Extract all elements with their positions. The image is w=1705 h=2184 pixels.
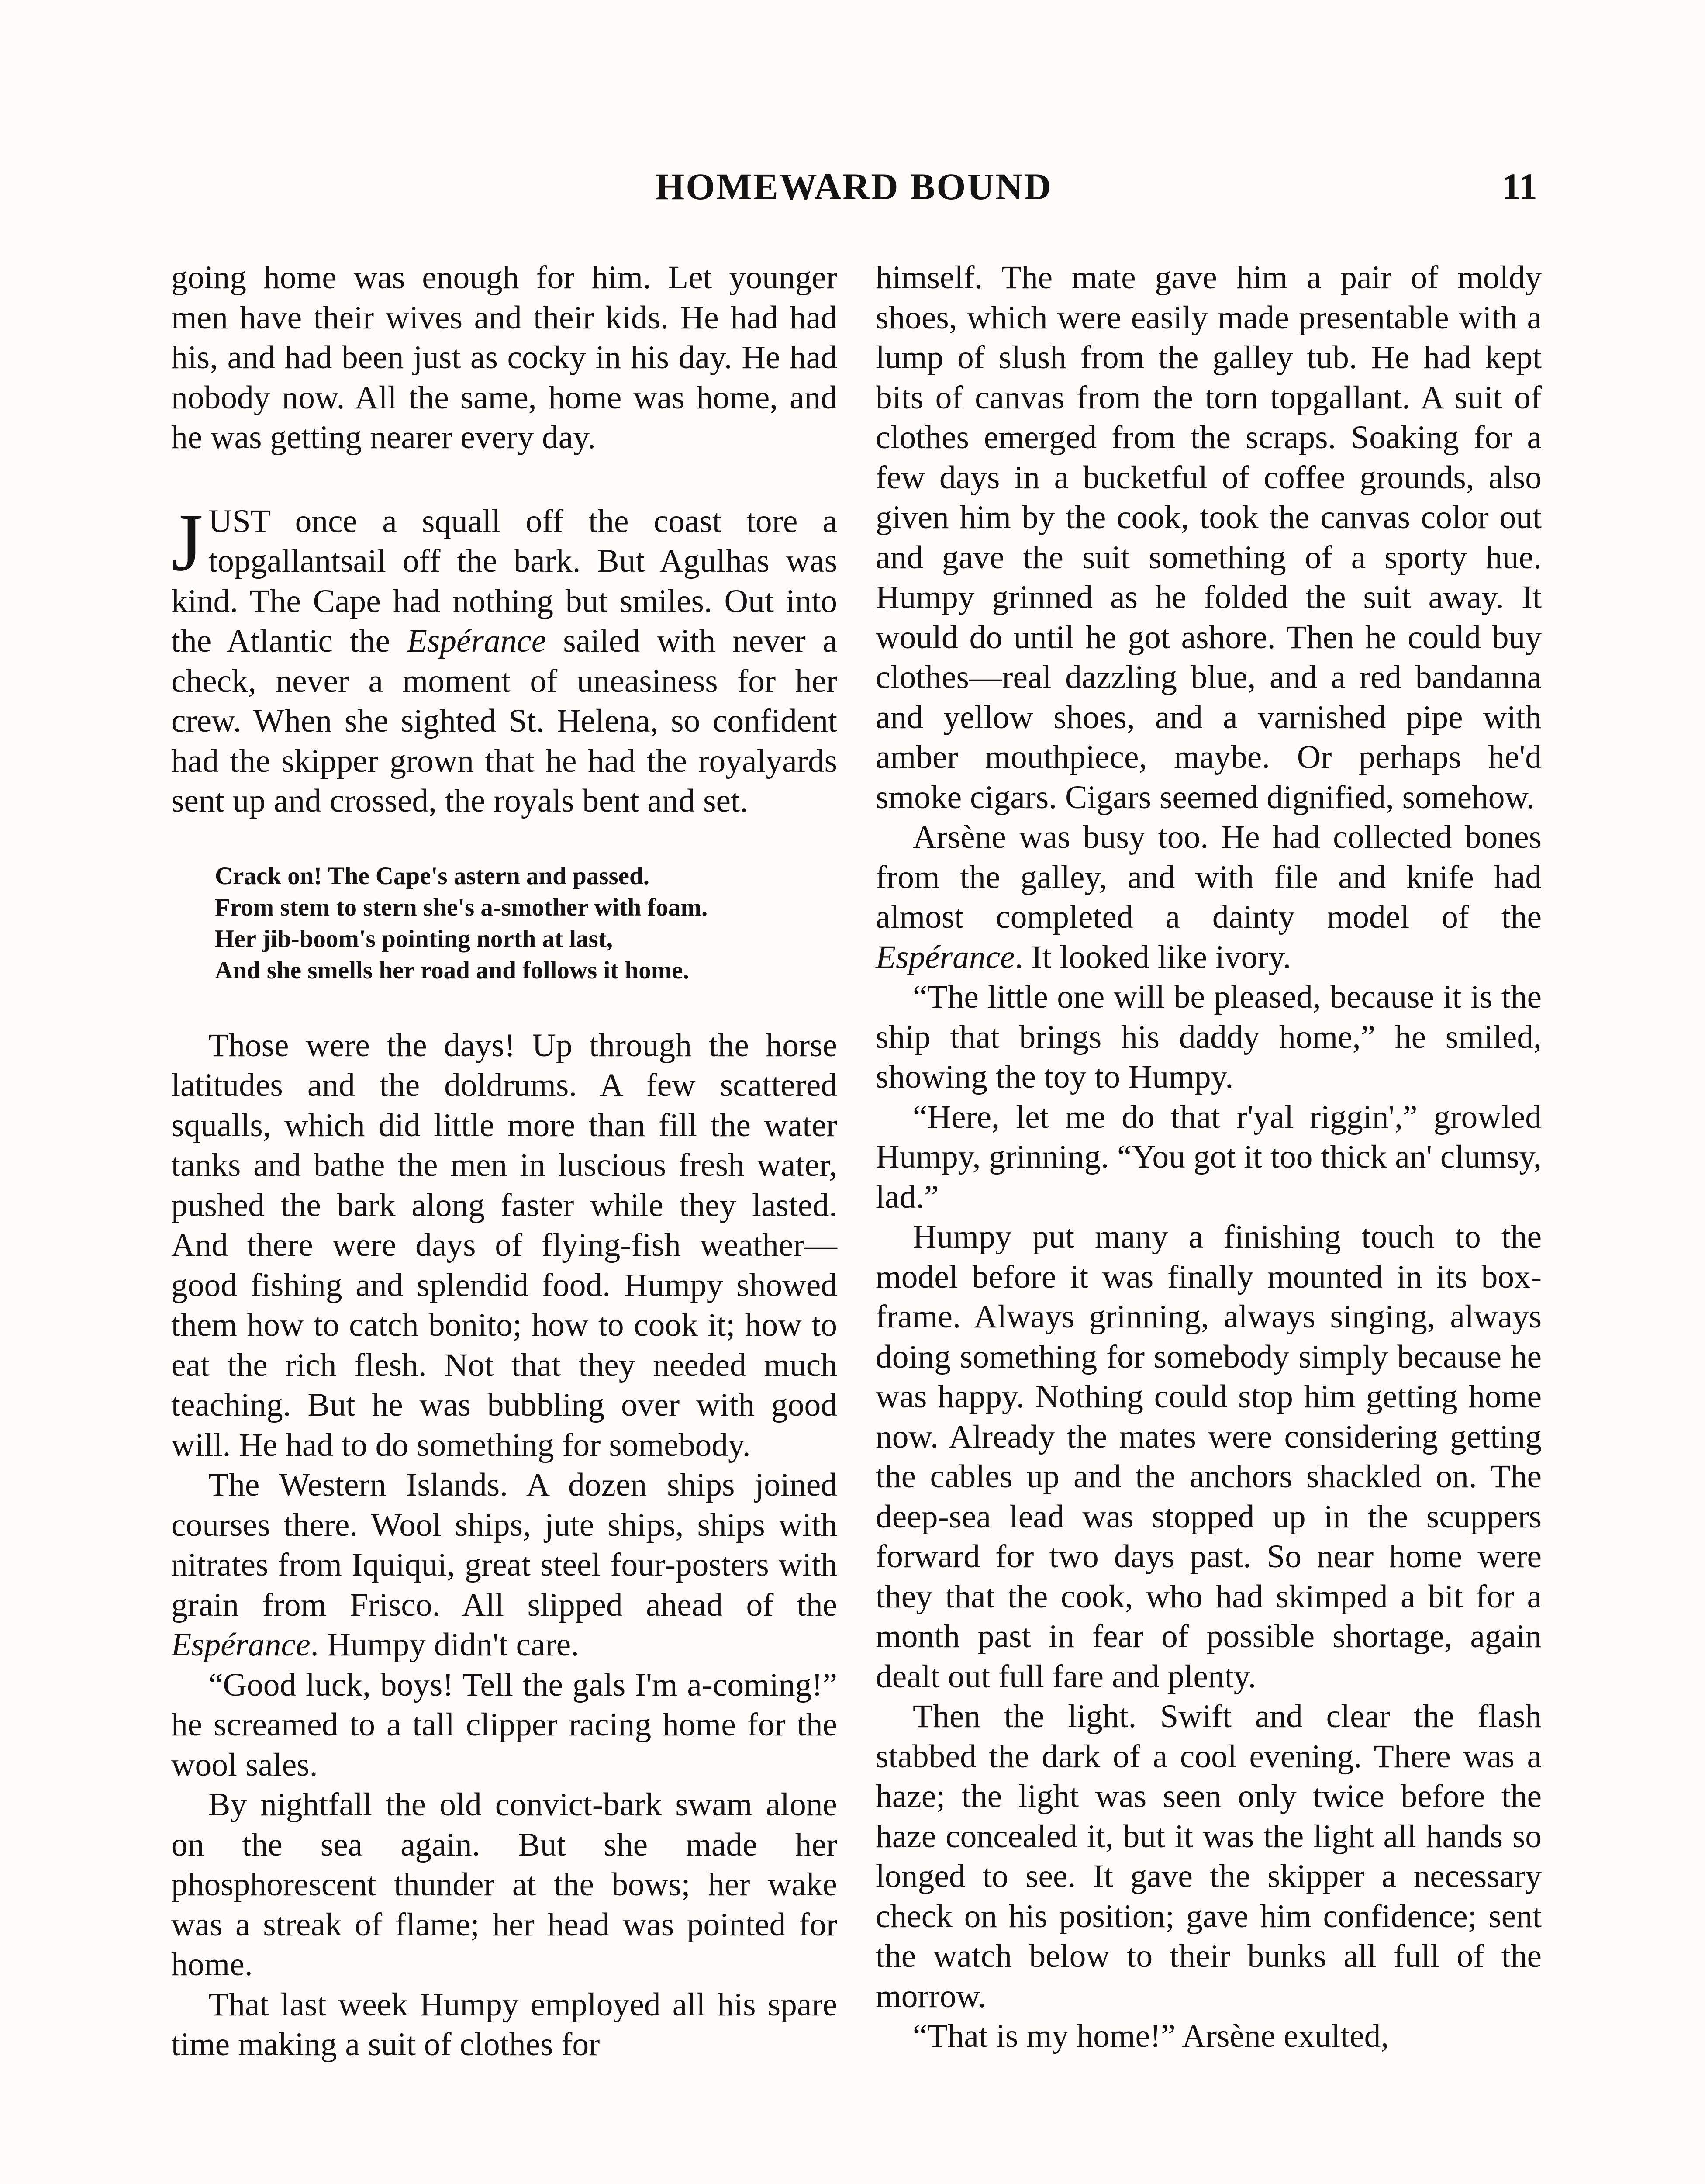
paragraph: That last week Humpy employed all his spare time making a suit of clothes for [171,1986,837,2063]
paragraph: The Western Islands. A dozen ships joined courses there. Wool ships, jute ships, ships with nitrates from Iquiqui, great steel four-posters with grain from Frisco. All slipped ahead of the Espérance. Humpy didn't care. [171,1467,837,1663]
running-header [170,162,1537,211]
paragraph: himself. The mate gave him a pair of moldy shoes, which were easily made presentable with a lump of slush from the galley tub. He had kept bits of canvas from the torn topgallant. A suit of clothes emerged from the scraps. Soaking for a few days in a bucketful of coffee grounds, also given him by the cook, took the canvas color out and gave the suit something of a sporty hue. Humpy grinned as he folded the suit away. It would do until he got ashore. Then he could buy clothes—real dazzling blue, and a red bandanna and yellow shoes, and a varnished pipe with amber mouthpiece, maybe. Or perhaps he'd smoke cigars. Cigars seemed dignified, somehow. [876,259,1542,816]
verse-line: From stem to stern she's a-smother with foam. [215,893,708,921]
verse-stanza [215,860,837,986]
right-column [876,258,1542,2056]
drop-cap: J [171,496,204,588]
left-column [171,258,837,2065]
verse-line: Her jib-boom's pointing north at last, [215,925,613,953]
paragraph: Humpy put many a finishing touch to the model before it was finally mounted in its box-frame. Always grinning, always singing, always doing something for somebody simply because he was happy. Nothing could stop him getting home now. Already the mates were considering getting the cables up and the anchors shackled on. The deep-sea lead was stopped up in the scuppers forward for two days past. So near home were they that the cook, who had skimped a bit for a month past in fear of possible shortage, again dealt out full fare and plenty. [876,1219,1542,1695]
paragraph: “The little one will be pleased, because it is the ship that brings his daddy home,” he smiled, showing the toy to Humpy. [876,979,1542,1095]
paragraph: Arsène was busy too. He had collected bones from the galley, and with file and knife had almost completed a dainty model of the Espérance. It looked like ivory. [876,819,1542,975]
paragraph: “Good luck, boys! Tell the gals I'm a-coming!” he screamed to a tall clipper racing home for the wool sales. [171,1666,837,1783]
paragraph: By nightfall the old convict-bark swam alone on the sea again. But she made her phosphorescent thunder at the bows; her wake was a streak of flame; her head was pointed for home. [171,1787,837,1983]
paragraph: “Here, let me do that r'yal riggin',” growled Humpy, grinning. “You got it too thick an' clumsy, lad.” [876,1099,1542,1215]
paragraph-dropcap: JUST once a squall off the coast tore a topgallantsail off the bark. But Agulhas was kind. The Cape had nothing but smiles. Out into the Atlantic the Espérance sailed with never a check, never a moment of uneasiness for her crew. When she sighted St. Helena, so confident had the skipper grown that he had the royalyards sent up and crossed, the royals bent and set. [171,496,837,819]
page-number: 11 [1501,166,1537,207]
paragraph: going home was enough for him. Let younger men have their wives and their kids. He had had his, and had been just as cocky in his day. He had nobody now. All the same, home was home, and he was getting nearer every day. [171,259,837,456]
verse-line: And she smells her road and follows it home. [215,956,689,984]
verse-line: Crack on! The Cape's astern and passed. [215,862,649,890]
paragraph: “That is my home!” Arsène exulted, [913,2018,1389,2054]
running-title: HOMEWARD BOUND [655,166,1053,207]
paragraph: Those were the days! Up through the horse latitudes and the doldrums. A few scattered squalls, which did little more than fill the water tanks and bathe the men in luscious fresh water, pushed the bark along faster while they lasted. And there were days of flying-fish weather—good fishing and splendid food. Humpy showed them how to catch bonito; how to cook it; how to eat the rich flesh. Not that they needed much teaching. But he was bubbling over with good will. He had to do something for somebody. [171,1027,837,1463]
paragraph: Then the light. Swift and clear the flash stabbed the dark of a cool evening. There was a haze; the light was seen only twice before the haze concealed it, but it was the light all hands so longed to see. It gave the skipper a necessary check on his position; gave him confidence; sent the watch below to their bunks all full of the morrow. [876,1698,1542,2015]
